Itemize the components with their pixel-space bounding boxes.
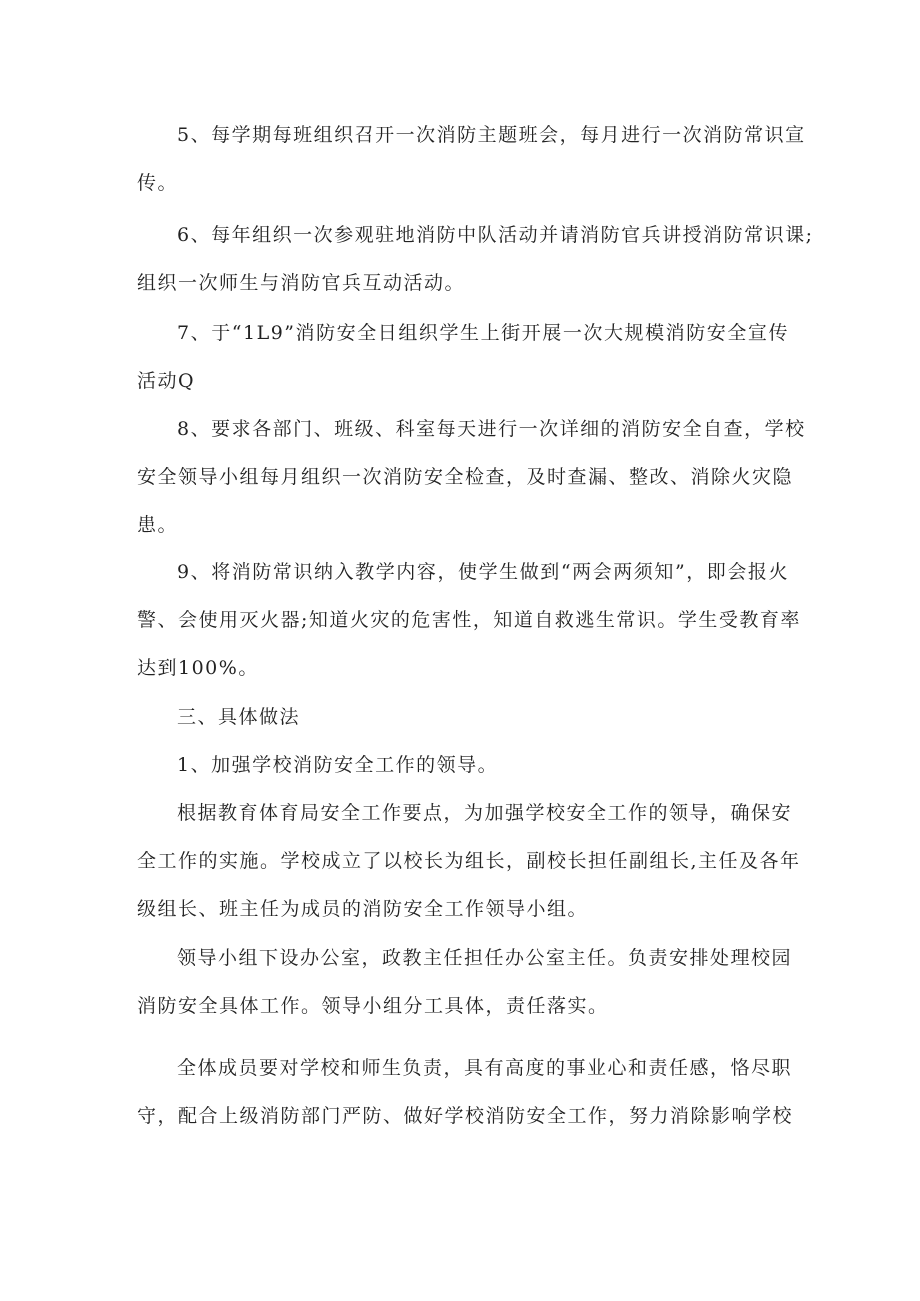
text-line: 领导小组下设办公室，政教主任担任办公室主任。负责安排处理校园	[177, 947, 793, 969]
body-paragraph	[137, 789, 801, 933]
body-paragraph	[137, 1044, 794, 1140]
paragraph-item-6	[137, 211, 814, 307]
text-line: 8、要求各部门、班级、科室每天进行一次详细的消防安全自查，学校	[177, 418, 806, 440]
text-line: 传。	[137, 172, 179, 194]
paragraph-item-9	[137, 548, 801, 692]
text-line: 达到100%。	[137, 657, 259, 679]
text-line: 级组长、班主任为成员的消防安全工作领导小组。	[137, 898, 589, 920]
text-line: 6、每年组织一次参观驻地消防中队活动并请消防官兵讲授消防常识课;	[177, 224, 814, 246]
text-line: 7、于“1L9”消防安全日组织学生上街开展一次大规模消防安全宣传	[177, 322, 789, 344]
section-heading	[137, 693, 789, 741]
text-line: 消防安全具体工作。领导小组分工具体，责任落实。	[137, 995, 609, 1017]
text-line: 组织一次师生与消防官兵互动活动。	[137, 272, 466, 294]
paragraph-item-8	[137, 405, 806, 549]
text-line: 根据教育体育局安全工作要点，为加强学校安全工作的领导，确保安	[177, 802, 793, 824]
paragraph-item-5	[137, 111, 806, 207]
text-line: 9、将消防常识纳入教学内容，使学生做到“两会两须知”，即会报火	[177, 561, 789, 583]
text-line: 守，配合上级消防部门严防、做好学校消防安全工作，努力消除影响学校	[137, 1105, 794, 1127]
text-line: 患。	[137, 514, 179, 536]
body-paragraph	[137, 934, 793, 1030]
section-heading-text: 三、具体做法	[177, 706, 301, 728]
text-line: 活动Q	[137, 370, 196, 392]
text-line: 全体成员要对学校和师生负责，具有高度的事业心和责任感，恪尽职	[177, 1057, 793, 1079]
text-line: 5、每学期每班组织召开一次消防主题班会，每月进行一次消防常识宣	[177, 124, 806, 146]
subsection-heading-text: 1、加强学校消防安全工作的领导。	[177, 754, 499, 776]
text-line: 安全领导小组每月组织一次消防安全检查，及时查漏、整改、消除火灾隐	[137, 466, 794, 488]
paragraph-item-7	[137, 309, 789, 405]
subsection-heading	[137, 741, 789, 789]
text-line: 警、会使用灭火器;知道火灾的危害性，知道自救逃生常识。学生受教育率	[137, 609, 801, 631]
text-line: 全工作的实施。学校成立了以校长为组长，副校长担任副组长,主任及各年	[137, 850, 801, 872]
